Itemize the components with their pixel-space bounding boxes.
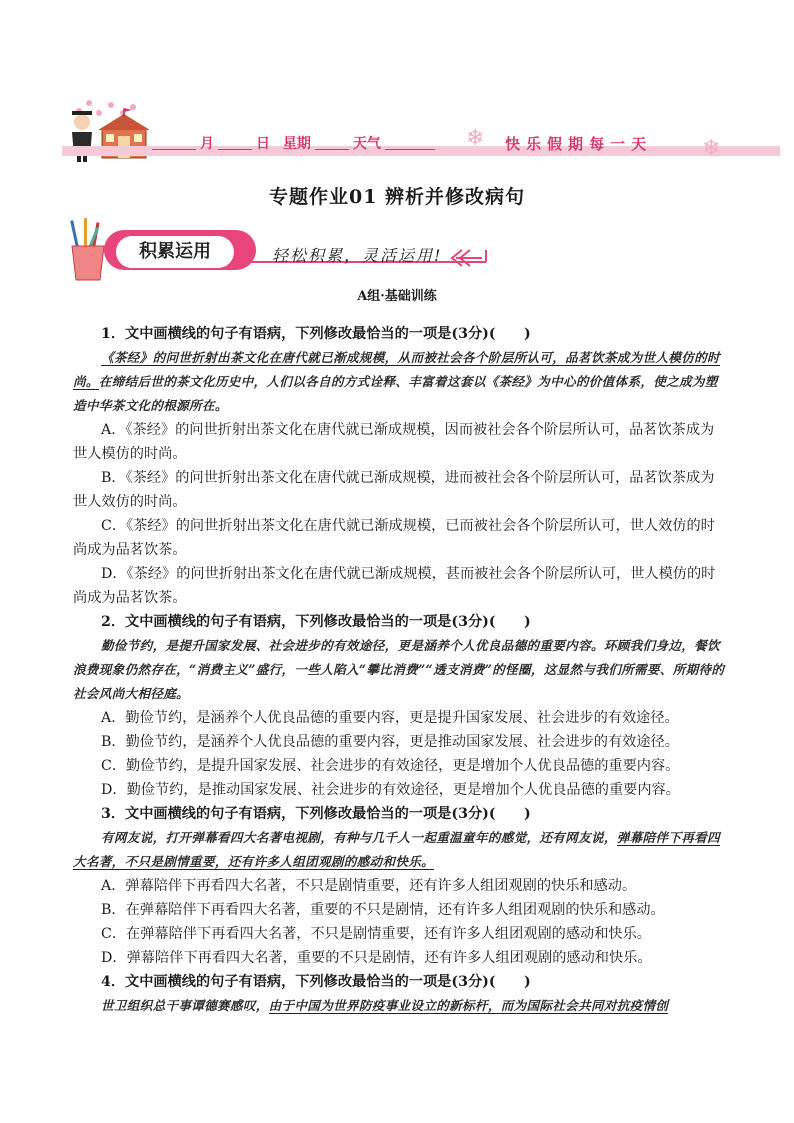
question-3 xyxy=(73,802,725,970)
day-label: 日 xyxy=(256,136,270,152)
section-motto: 轻松积累，灵活运用! xyxy=(272,246,443,265)
question-passage xyxy=(73,346,725,418)
question-stem: 1．文中画横线的句子有语病，下列修改最恰当的一项是(3分)( ) xyxy=(101,326,531,342)
question-4 xyxy=(73,970,725,1018)
question-stem: 3．文中画横线的句子有语病，下列修改最恰当的一项是(3分)( ) xyxy=(101,806,531,822)
question-stem: 4．文中画横线的句子有语病，下列修改最恰当的一项是(3分)( ) xyxy=(101,974,531,990)
option-d[interactable]: D．《茶经》的问世折射出茶文化在唐代就已渐成规模，甚而被社会各个阶层所认可，世人模仿的时尚成为品茗饮茶。 xyxy=(73,566,716,606)
option-d[interactable]: D．弹幕陪伴下再看四大名著，重要的不只是剧情，还有许多人组团观剧的感动和快乐。 xyxy=(101,950,652,966)
weekday-label: 星期 xyxy=(282,136,311,152)
passage-text: 环顾我们身边，餐饮浪费现象仍然存在，“消费主义”盛行，一些人陷入“攀比消费”“透支消费”的怪圈，这显然与我们所需要、所期待的社会风尚大相径庭。 xyxy=(73,638,725,701)
question-list xyxy=(73,322,725,1018)
option-c[interactable]: C．《茶经》的问世折射出茶文化在唐代就已渐成规模，已而被社会各个阶层所认可，世人效仿的时尚成为品茗饮茶。 xyxy=(73,518,715,558)
weekday-blank[interactable] xyxy=(315,135,349,150)
question-passage xyxy=(73,994,725,1018)
date-weather-fields xyxy=(152,133,435,153)
day-blank[interactable] xyxy=(218,135,252,150)
arrow-left-icon xyxy=(448,248,484,268)
weather-blank[interactable] xyxy=(385,135,435,150)
underlined-sentence: 由于中国为世界防疫事业设立的新标杆，而为国际社会共同对抗疫情创 xyxy=(268,998,669,1013)
option-b[interactable]: B．勤俭节约，是涵养个人优良品德的重要内容，更是推动国家发展、社会进步的有效途径。 xyxy=(101,734,679,750)
snowflake-icon: ❄ xyxy=(466,126,485,151)
question-passage xyxy=(73,634,725,706)
month-label: 月 xyxy=(200,136,214,152)
snowflake-icon: ❄ xyxy=(702,136,721,161)
question-passage xyxy=(73,826,725,874)
underlined-sentence: 勤俭节约，是提升国家发展、社会进步的有效途径，更是涵养个人优良品德的重要内容。 xyxy=(101,638,604,653)
group-title: A组·基础训练 xyxy=(357,289,437,304)
passage-text: 有网友说，打开弹幕看四大名著电视剧，有种与几千人一起重温童年的感觉，还有网友说， xyxy=(101,830,617,845)
option-c[interactable]: C．勤俭节约，是提升国家发展、社会进步的有效途径，更是增加个人优良品德的重要内容。 xyxy=(101,758,680,774)
passage-text: 在缔结后世的茶文化历史中，人们以各自的方式诠释、丰富着这套以《茶经》为中心的价值体系，使之成为塑造中华茶文化的根源所在。 xyxy=(73,374,718,413)
underlined-sentence: 《茶经》的问世折射出茶文化在唐代就已渐成规模，从而被社会各个阶层所认可，品茗饮茶成为世人模仿的时尚。 xyxy=(73,350,720,389)
option-c[interactable]: C．在弹幕陪伴下再看四大名著，不只是剧情重要，还有许多人组团观剧的感动和快乐。 xyxy=(101,926,651,942)
option-a[interactable]: A．弹幕陪伴下再看四大名著，不只是剧情重要，还有许多人组团观剧的快乐和感动。 xyxy=(101,878,637,894)
section-heading: 积累运用 xyxy=(116,236,234,268)
question-stem: 2．文中画横线的句子有语病，下列修改最恰当的一项是(3分)( ) xyxy=(101,614,531,630)
question-1 xyxy=(73,322,725,610)
question-2 xyxy=(73,610,725,802)
option-a[interactable]: A．《茶经》的问世折射出茶文化在唐代就已渐成规模，因而被社会各个阶层所认可，品茗饮茶成为世人模仿的时尚。 xyxy=(73,422,715,462)
weather-label: 天气 xyxy=(352,136,381,152)
option-a[interactable]: A．勤俭节约，是涵养个人优良品德的重要内容，更是提升国家发展、社会进步的有效途径。 xyxy=(101,710,679,726)
holiday-slogan: 快 乐 假 期 每 一 天 xyxy=(505,135,648,153)
page-title: 专题作业01 辨析并修改病句 xyxy=(268,186,526,208)
option-b[interactable]: B．《茶经》的问世折射出茶文化在唐代就已渐成规模，进而被社会各个阶层所认可，品茗饮茶成为世人效仿的时尚。 xyxy=(73,470,715,510)
option-d[interactable]: D．勤俭节约，是推动国家发展、社会进步的有效途径，更是增加个人优良品德的重要内容。 xyxy=(101,782,680,798)
month-blank[interactable] xyxy=(152,135,196,150)
underlined-sentence: 弹幕陪伴下再看四大名著，不只是剧情重要，还有许多人组团观剧的感动和快乐。 xyxy=(73,830,720,869)
passage-text: 世卫组织总干事谭德赛感叹， xyxy=(101,998,269,1013)
option-b[interactable]: B．在弹幕陪伴下再看四大名著，重要的不只是剧情，还有许多人组团观剧的快乐和感动。 xyxy=(101,902,665,918)
